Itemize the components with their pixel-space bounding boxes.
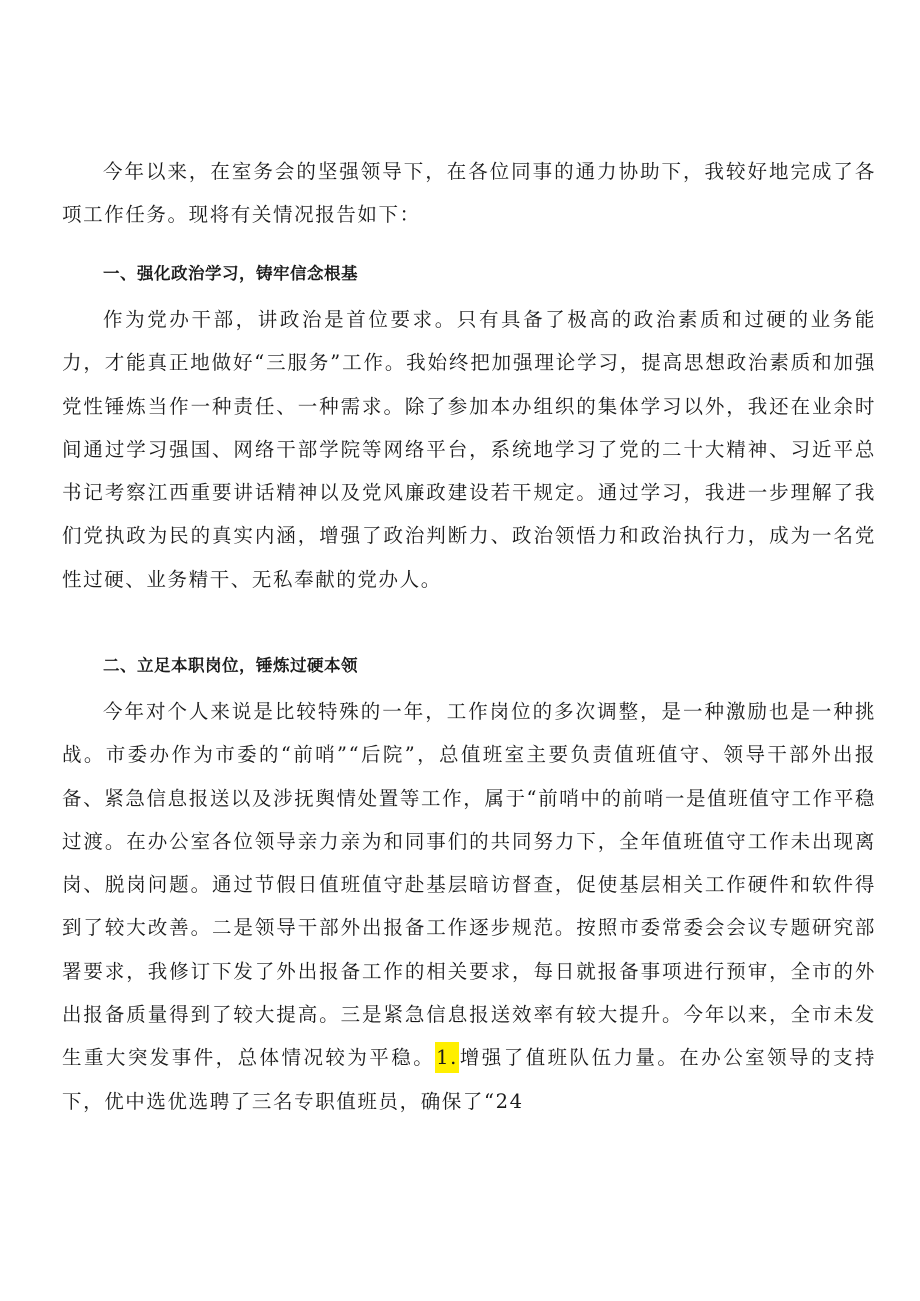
section-heading-1: 一、强化政治学习，铸牢信念根基: [103, 264, 358, 283]
section-2-text-before: 今年对个人来说是比较特殊的一年，工作岗位的多次调整，是一种激励也是一种挑战。市委办作为市委的“前哨”“后院”，总值班室主要负责值班值守、领导干部外出报备、紧急信息报送以及涉抚舆情处置等工作，属于“前哨中的前哨一是值班值守工作平稳过渡。在办公室各位领导亲力亲为和同事们的共同努力下，全年值班值守工作未出现离岗、脱岗问题。通过节假日值班值守赴基层暗访督查，促使基层相关工作硬件和软件得到了较大改善。二是领导干部外出报备工作逐步规范。按照市委常委会会议专题研究部署要求，我修订下发了外出报备工作的相关要求，每日就报备事项进行预审，全市的外出报备质量得到了较大提高。三是紧急信息报送效率有较大提升。今年以来，全市未发生重大突发事件，总体情况较为平稳。: [62, 700, 876, 1070]
section-1-paragraph: 作为党办干部，讲政治是首位要求。只有具备了极高的政治素质和过硬的业务能力，才能真正地做好“三服务”工作。我始终把加强理论学习，提高思想政治素质和加强党性锤炼当作一种责任、一种需求。除了参加本办组织的集体学习以外，我还在业余时间通过学习强国、网络干部学院等网络平台，系统地学习了党的二十大精神、习近平总书记考察江西重要讲话精神以及党风廉政建设若干规定。通过学习，我进一步理解了我们党执政为民的真实内涵，增强了政治判断力、政治领悟力和政治执行力，成为一名党性过硬、业务精干、无私奉献的党办人。: [62, 308, 876, 591]
highlighted-number: 1.: [435, 1042, 459, 1073]
section-heading-2: 二、立足本职岗位，锤炼过硬本领: [103, 656, 358, 675]
intro-paragraph: 今年以来，在室务会的坚强领导下，在各位同事的通力协助下，我较好地完成了各项工作任务。现将有关情况报告如下：: [62, 160, 876, 227]
section-2-paragraph: [62, 690, 876, 1123]
section-2-text-after: 增强了值班队伍力量。在办公室领导的支持下，优中选优选聘了三名专职值班员，确保了“24: [62, 1046, 876, 1113]
